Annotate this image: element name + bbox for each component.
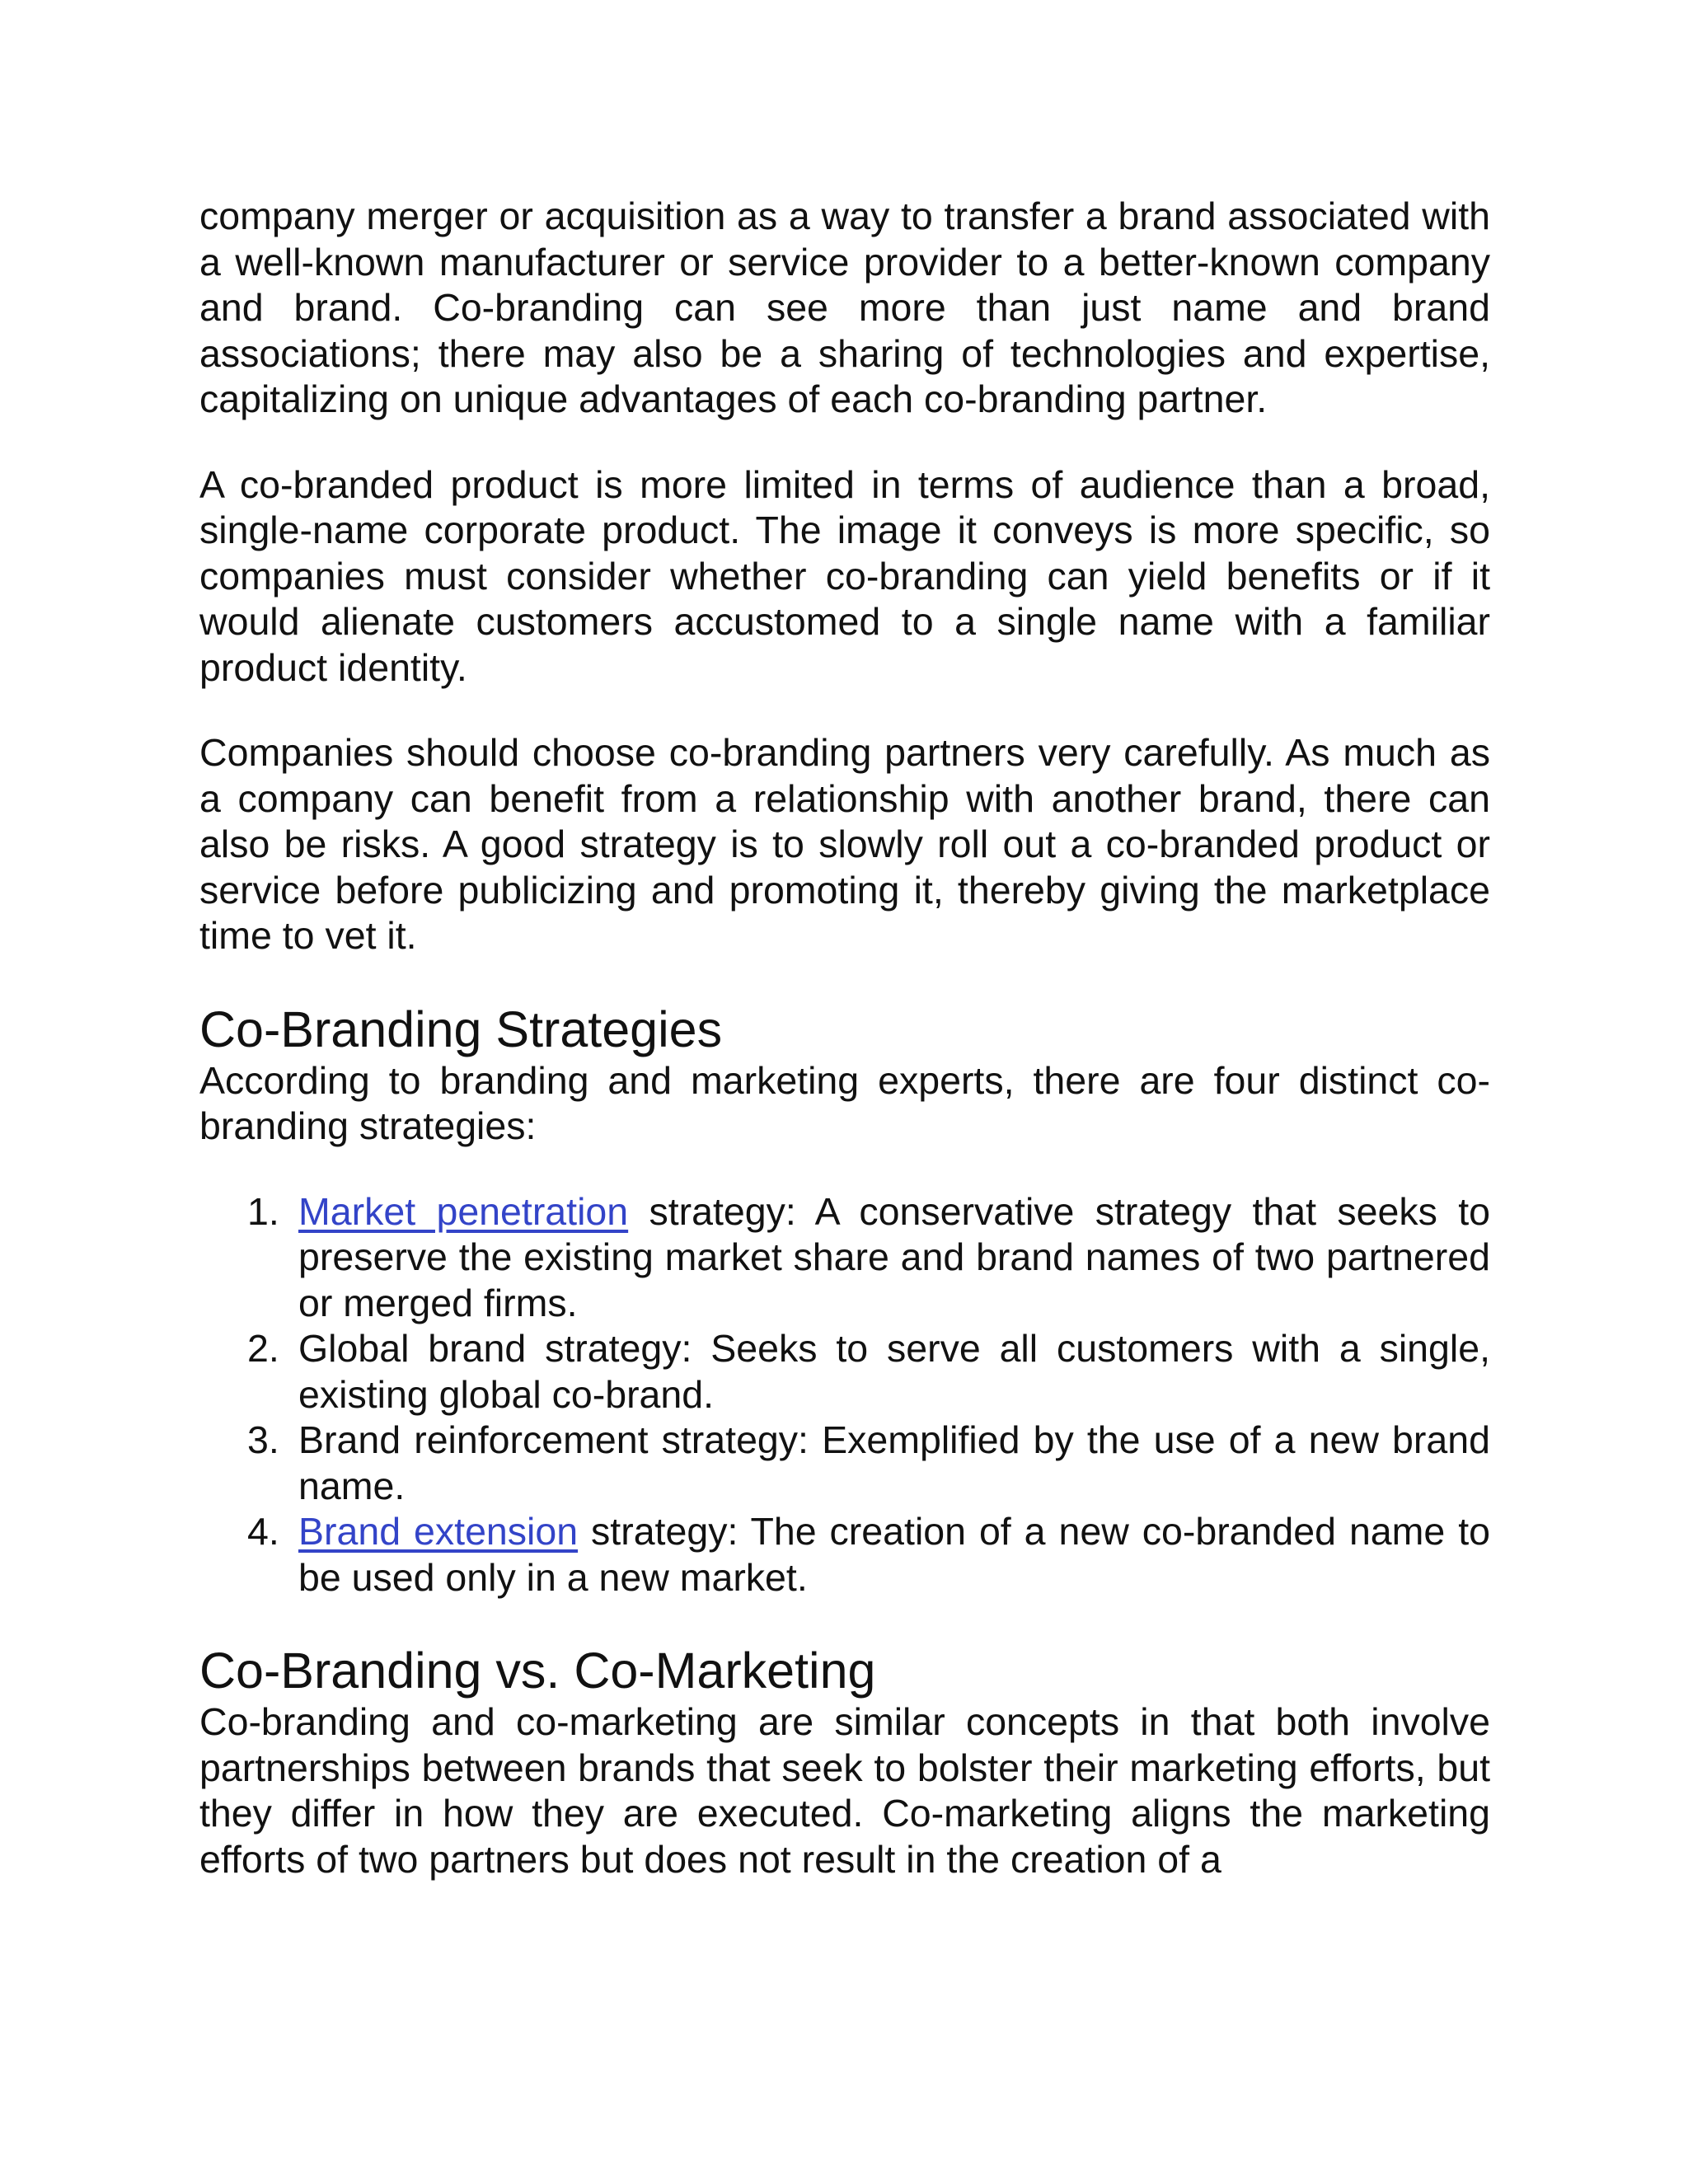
- paragraph-merger: company merger or acquisition as a way to transfer a brand associated with a well-known manufacturer or service provider to a better-known company and brand. Co-branding can see more than just name and brand associations; there may also be a sharing of technologies and expertise, capitalizing on unique advantages of each co-branding partner.: [199, 194, 1490, 420]
- paragraph-audience: A co-branded product is more limited in terms of audience than a broad, single-name corporate product. The image it conveys is more specific, so companies must consider whether co-branding can yield benefits or if it would alienate customers accustomed to a single name with a familiar product identity.: [199, 462, 1490, 689]
- list-item: [199, 1418, 1490, 1509]
- list-number: 3.: [247, 1418, 279, 1461]
- brand-extension-link[interactable]: Brand extension: [298, 1510, 579, 1553]
- section-body: Co-branding and co-marketing are similar concepts in that both involve partnerships between brands that seek to bolster their marketing efforts, but they differ in how they are executed. Co-marketing aligns the marketing efforts of two partners but does not result in the creation of a: [199, 1700, 1490, 1881]
- list-item: [199, 1509, 1490, 1601]
- list-item-text: strategy: The creation of a new co-branded name to be used only in a new market.: [298, 1510, 1490, 1599]
- list-item-text: Brand reinforcement strategy: Exemplified by the use of a new brand name.: [298, 1418, 1490, 1507]
- list-item-text: strategy: A conservative strategy that seeks to preserve the existing market share and brand names of two partnered or merged firms.: [298, 1189, 1490, 1324]
- document-body: [199, 194, 1490, 1882]
- strategy-list: [199, 1189, 1490, 1601]
- list-item: [199, 1326, 1490, 1418]
- paragraph-partners: Companies should choose co-branding partners very carefully. As much as a company can benefit from a relationship with another brand, there can also be risks. A good strategy is to slowly roll out a co-branded product or service before publicizing and promoting it, thereby giving the marketplace time to vet it.: [199, 731, 1490, 957]
- list-number: 4.: [247, 1510, 279, 1553]
- list-number: 1.: [247, 1189, 279, 1233]
- section-intro: According to branding and marketing experts, there are four distinct co-branding strategies:: [199, 1058, 1490, 1147]
- list-item-text: Global brand strategy: Seeks to serve all customers with a single, existing global co-brand.: [298, 1327, 1490, 1416]
- section-cobranding-vs-comarketing: [199, 1640, 1490, 1882]
- section-cobranding-strategies: [199, 999, 1490, 1601]
- section-heading: Co-Branding Strategies: [199, 1001, 723, 1057]
- market-penetration-link[interactable]: Market penetration: [298, 1189, 629, 1233]
- list-number: 2.: [247, 1327, 279, 1370]
- section-heading: Co-Branding vs. Co-Marketing: [199, 1643, 876, 1699]
- list-item: [199, 1189, 1490, 1327]
